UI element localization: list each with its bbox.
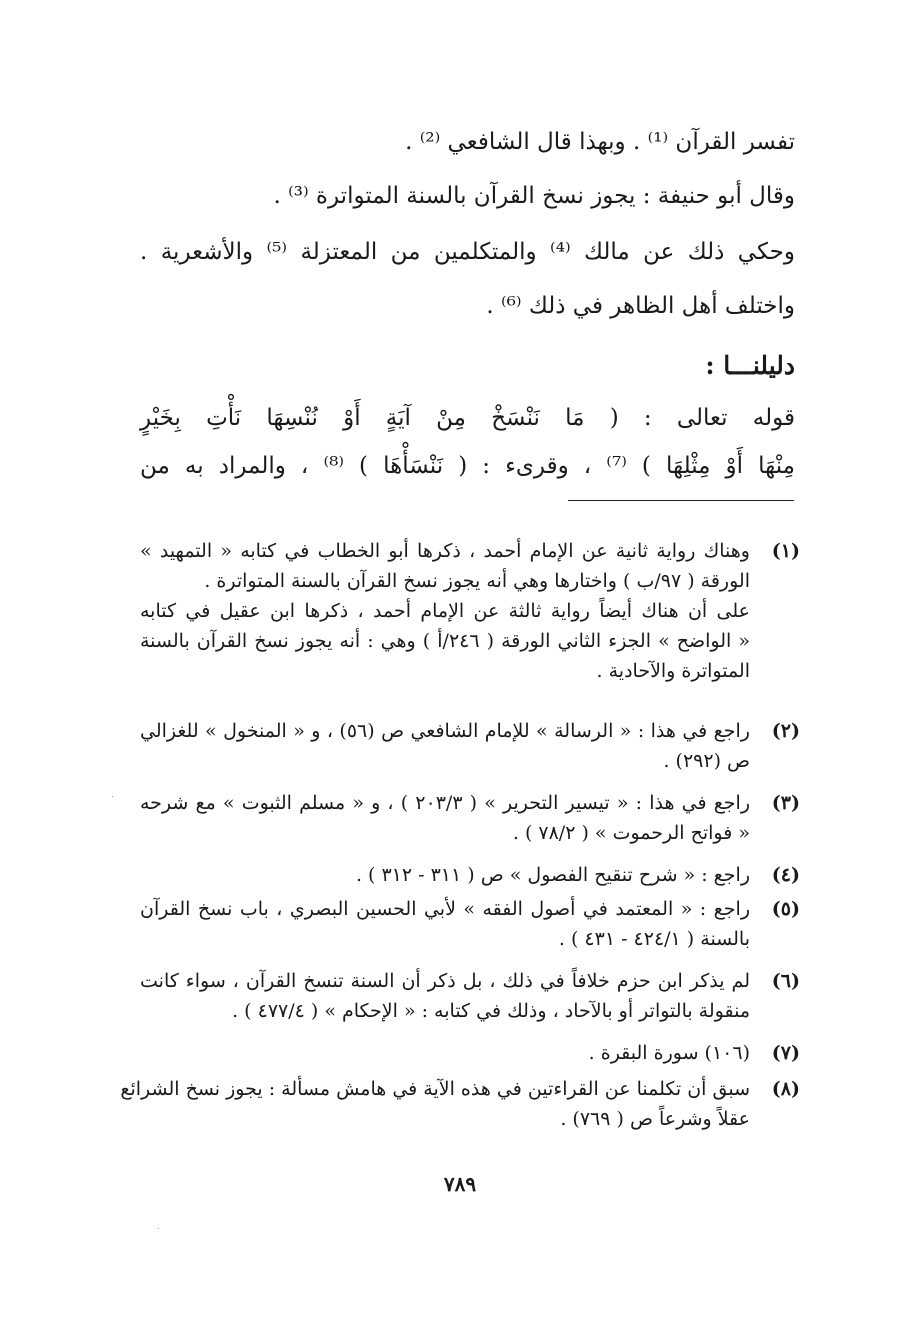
verse-line-1: قوله تعالى : ( مَا نَنْسَخْ مِنْ آيَةٍ أَوْ نُنْسِهَا نَأْتِ بِخَيْرٍ bbox=[140, 405, 795, 431]
footnote-line: وهناك رواية ثانية عن الإمام أحمد ، ذكرها أبو الخطاب في كتابه « التمهيد » bbox=[140, 540, 750, 562]
footnote-line: الورقة ( ٩٧/ب ) واختارها وهي أنه يجوز نسخ القرآن بالسنة المتواترة . bbox=[204, 570, 750, 592]
footnote-line: عقلاً وشرعاً ص ( ٧٦٩) . bbox=[560, 1108, 750, 1130]
main-text-block bbox=[140, 124, 795, 484]
footnote-line: (١٠٦) سورة البقرة . bbox=[588, 1042, 750, 1064]
footnote-text bbox=[120, 1074, 750, 1134]
page-number: ٧٨٩ bbox=[443, 1172, 477, 1196]
footnote-line: على أن هناك أيضاً رواية ثالثة عن الإمام أحمد ، ذكرها ابن عقيل في كتابه bbox=[140, 600, 750, 622]
footnote-number: (٨) bbox=[771, 1078, 800, 1100]
footnote-text bbox=[140, 1038, 750, 1068]
footnote-line: سبق أن تكلمنا عن القراءتين في هذه الآية في هامش مسألة : يجوز نسخ الشرائع bbox=[120, 1078, 750, 1100]
footnote-line: ص (٢٩٢) . bbox=[663, 750, 750, 772]
verse-line-2: مِنْهَا أَوْ مِثْلِهَا ) ⁽⁷⁾ ، وقرىء : ( نَنْسَأْهَا ) ⁽⁸⁾ ، والمراد به من bbox=[140, 453, 795, 479]
scan-speck bbox=[112, 796, 113, 797]
footnote-3 bbox=[140, 788, 800, 848]
footnote-number: (٤) bbox=[771, 864, 800, 886]
body-line-2: وقال أبو حنيفة : يجوز نسخ القرآن بالسنة المتواترة ⁽³⁾ . bbox=[273, 183, 795, 209]
footnote-line: راجع في هذا : « تيسير التحرير » ( ٢٠٣/٣ ) ، و « مسلم الثبوت » مع شرحه bbox=[140, 792, 750, 814]
footnote-number: (١) bbox=[771, 540, 800, 562]
body-line-4: واختلف أهل الظاهر في ذلك ⁽⁶⁾ . bbox=[486, 293, 795, 319]
footnote-2 bbox=[140, 716, 800, 776]
footnote-line: منقولة بالتواتر أو بالآحاد ، وذلك في كتابه : « الإحكام » ( ٤٧٧/٤ ) . bbox=[232, 1000, 750, 1022]
scan-speck bbox=[158, 1228, 159, 1229]
footnote-line: راجع في هذا : « الرسالة » للإمام الشافعي ص (٥٦) ، و « المنخول » للغزالي bbox=[140, 720, 750, 742]
footnote-1 bbox=[140, 536, 800, 686]
footnote-line: « فواتح الرحموت » ( ٧٨/٢ ) . bbox=[512, 822, 750, 844]
footnote-text bbox=[140, 966, 750, 1026]
footnote-4 bbox=[140, 860, 800, 890]
footnote-text bbox=[140, 894, 750, 954]
footnote-text bbox=[140, 860, 750, 890]
footnote-text bbox=[140, 716, 750, 776]
footnote-text bbox=[140, 788, 750, 848]
footnote-line: راجع : « شرح تنقيح الفصول » ص ( ٣١١ - ٣١٢ ) . bbox=[355, 864, 750, 886]
footnote-6 bbox=[140, 966, 800, 1026]
footnote-5 bbox=[140, 894, 800, 954]
footnote-line: « الواضح » الجزء الثاني الورقة ( ٢٤٦/أ ) وهي : أنه يجوز نسخ القرآن بالسنة bbox=[140, 630, 750, 652]
body-line-3: وحكي ذلك عن مالك ⁽⁴⁾ والمتكلمين من المعتزلة ⁽⁵⁾ والأشعرية . bbox=[140, 239, 795, 265]
footnote-line: المتواترة والآحادية . bbox=[596, 660, 750, 682]
footnote-line: راجع : « المعتمد في أصول الفقه » لأبي الحسين البصري ، باب نسخ القرآن bbox=[140, 898, 750, 920]
footnote-8 bbox=[120, 1074, 800, 1134]
footnote-number: (٧) bbox=[771, 1042, 800, 1064]
footnote-7 bbox=[140, 1038, 800, 1068]
footnote-number: (٥) bbox=[771, 898, 800, 920]
footnote-divider bbox=[568, 500, 794, 501]
footnote-number: (٣) bbox=[771, 792, 800, 814]
footnote-text bbox=[140, 536, 750, 686]
footnote-number: (٦) bbox=[771, 970, 800, 992]
footnote-line: لم يذكر ابن حزم خلافاً في ذلك ، بل ذكر أن السنة تنسخ القرآن ، سواء كانت bbox=[140, 970, 750, 992]
footnote-line: بالسنة ( ٤٢٤/١ - ٤٣١ ) . bbox=[558, 928, 750, 950]
body-line-1: تفسر القرآن ⁽¹⁾ . وبهذا قال الشافعي ⁽²⁾ . bbox=[405, 129, 795, 155]
section-heading: دليلنـــا : bbox=[705, 351, 795, 380]
footnote-number: (٢) bbox=[771, 720, 800, 742]
